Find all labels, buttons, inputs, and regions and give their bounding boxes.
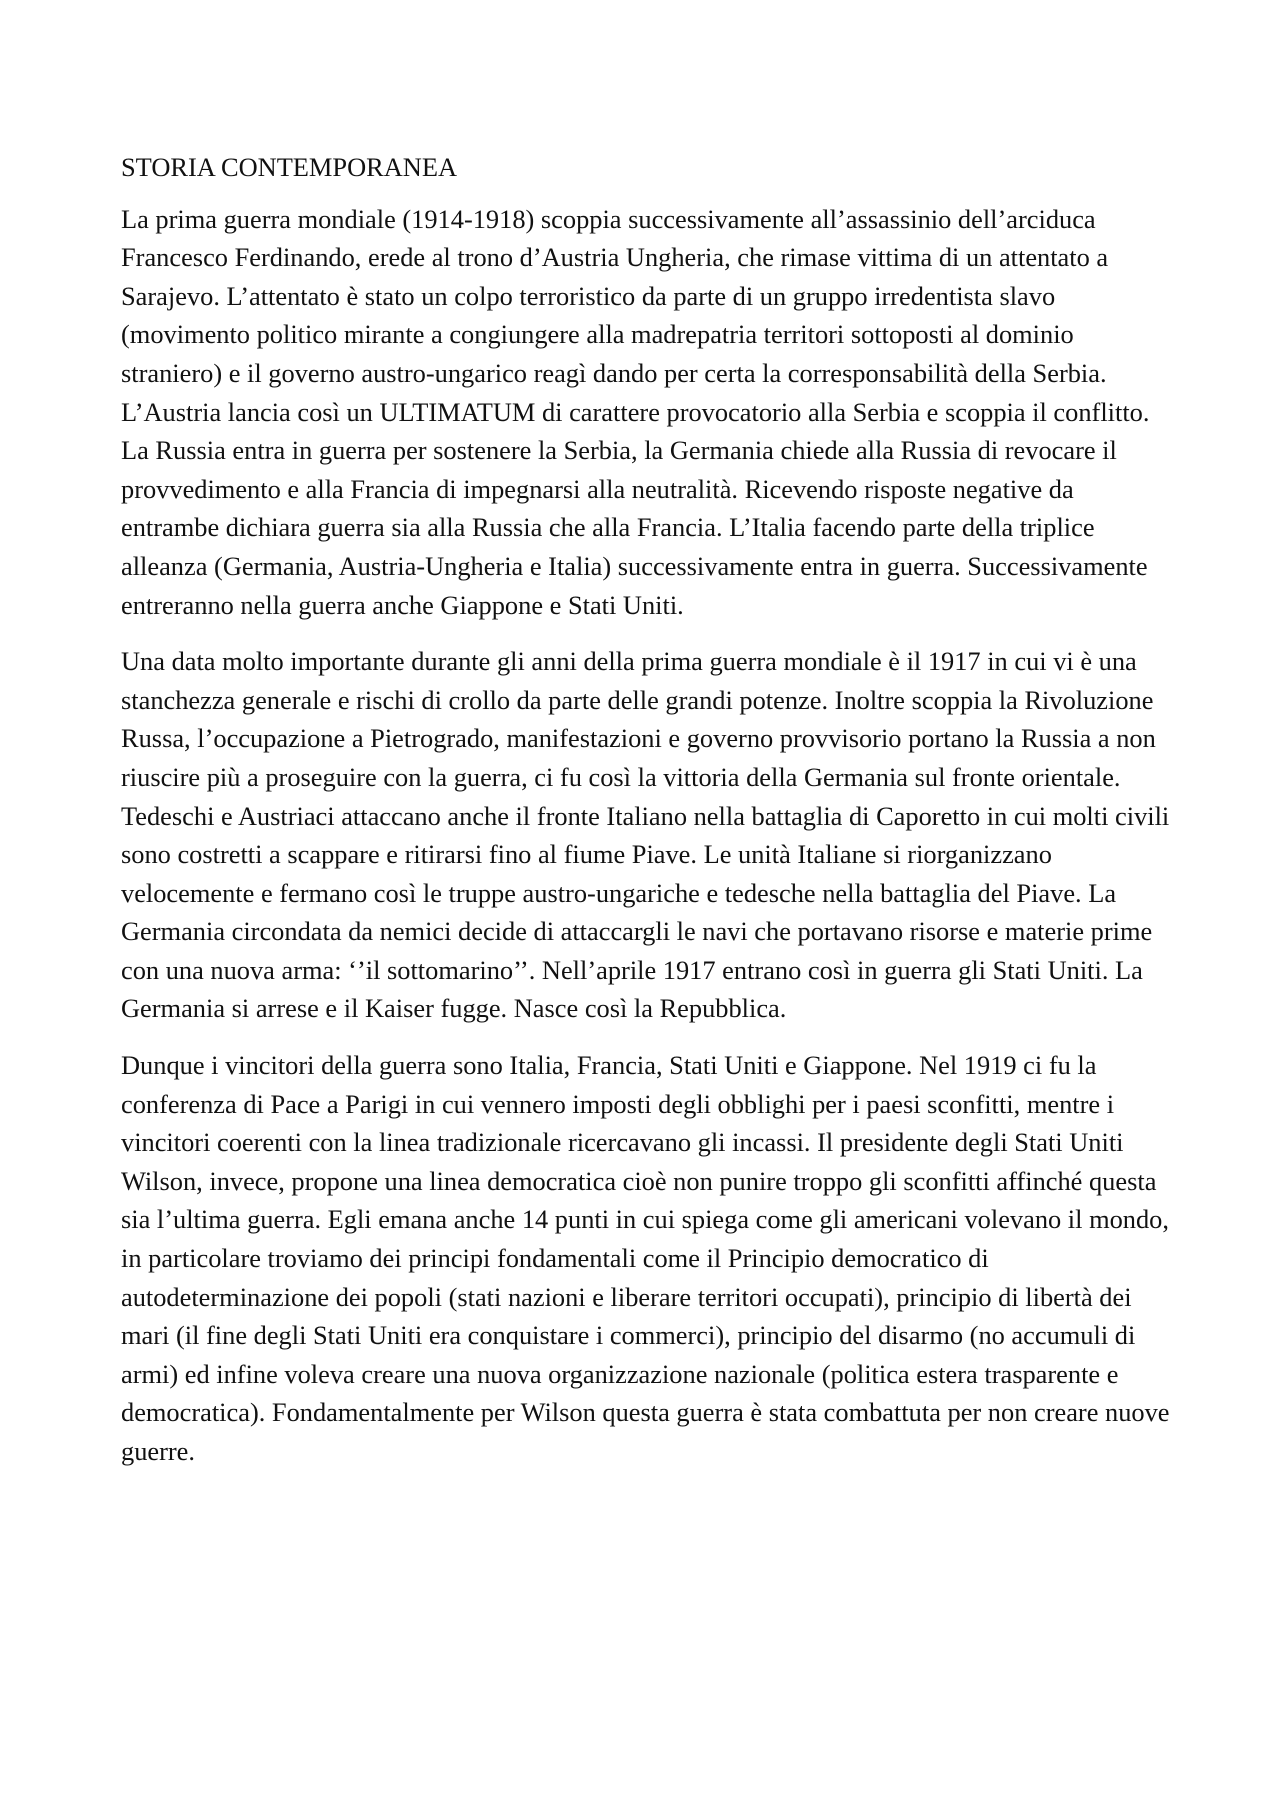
paragraph-peace-conference: Dunque i vincitori della guerra sono Italia, Francia, Stati Uniti e Giappone. Nel 1919 ci fu la conferenza di Pace a Parigi in cui vennero imposti degli obblighi per i paesi sconfitti, mentre i vincitori coerenti con la linea tradizionale ricercavano gli incassi. Il presidente degli Stati Uniti Wilson, invece, propone una linea democratica cioè non punire troppo gli sconfitti affinché questa sia l’ultima guerra. Egli emana anche 14 punti in cui spiega come gli americani volevano il mondo, in particolare troviamo dei principi fondamentali come il Principio democratico di autodeterminazione dei popoli (stati nazioni e liberare territori occupati), principio di libertà dei mari (il fine degli Stati Uniti era conquistare i commerci), principio del disarmo (no accumuli di armi) ed infine voleva creare una nuova organizzazione nazionale (politica estera trasparente e democratica). Fondamentalmente per Wilson questa guerra è stata combattuta per non creare nuove guerre.: [121, 1050, 1170, 1466]
document-title: STORIA CONTEMPORANEA: [121, 152, 458, 182]
paragraph-first-world-war-outbreak: La prima guerra mondiale (1914-1918) scoppia successivamente all’assassinio dell’arciduca Francesco Ferdinando, erede al trono d’Austria Ungheria, che rimase vittima di un attentato a Sarajevo. L’attentato è stato un colpo terroristico da parte di un gruppo irredentista slavo (movimento politico mirante a congiungere alla madrepatria territori sottoposti al dominio straniero) e il governo austro-ungarico reagì dando per certa la corresponsabilità della Serbia. L’Austria lancia così un ULTIMATUM di carattere provocatorio alla Serbia e scoppia il conflitto. La Russia entra in guerra per sostenere la Serbia, la Germania chiede alla Russia di revocare il provvedimento e alla Francia di impegnarsi alla neutralità. Ricevendo risposte negative da entrambe dichiara guerra sia alla Russia che alla Francia. L’Italia facendo parte della triplice alleanza (Germania, Austria-Ungheria e Italia) successivamente entra in guerra. Successivamente entreranno nella guerra anche Giappone e Stati Uniti.: [121, 203, 1150, 620]
paragraph-1917: Una data molto importante durante gli anni della prima guerra mondiale è il 1917 in cui vi è una stanchezza generale e rischi di crollo da parte delle grandi potenze. Inoltre scoppia la Rivoluzione Russa, l’occupazione a Pietrogrado, manifestazioni e governo provvisorio portano la Russia a non riuscire più a proseguire con la guerra, ci fu così la vittoria della Germania sul fronte orientale. Tedeschi e Austriaci attaccano anche il fronte Italiano nella battaglia di Caporetto in cui molti civili sono costretti a scappare e ritirarsi fino al fiume Piave. Le unità Italiane si riorganizzano velocemente e fermano così le truppe austro-ungariche e tedesche nella battaglia del Piave. La Germania circondata da nemici decide di attaccargli le navi che portavano risorse e materie prime con una nuova arma: ‘’il sottomarino’’. Nell’aprile 1917 entrano così in guerra gli Stati Uniti. La Germania si arrese e il Kaiser fugge. Nasce così la Repubblica.: [121, 646, 1170, 1024]
document-body: [121, 148, 1171, 1489]
